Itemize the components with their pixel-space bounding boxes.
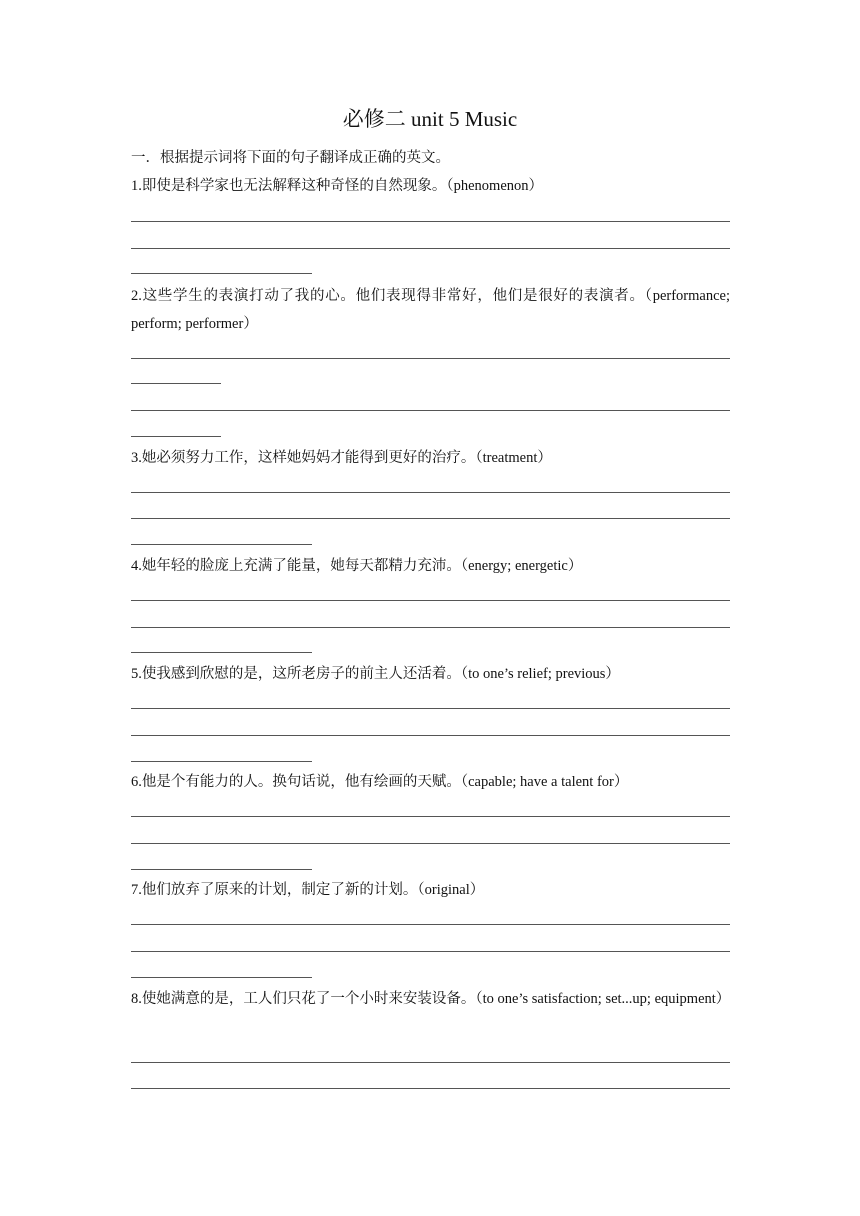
answer-line[interactable] (131, 708, 730, 709)
answer-line[interactable] (131, 518, 730, 519)
answer-line[interactable] (131, 816, 730, 817)
answer-line[interactable] (131, 544, 312, 545)
question-4: 4.她年轻的脸庞上充满了能量，她每天都精力充沛。（energy; energetic） (131, 558, 583, 574)
answer-line[interactable] (131, 248, 730, 249)
question-7: 7.他们放弃了原来的计划，制定了新的计划。（original） (131, 882, 485, 898)
answer-line[interactable] (131, 924, 730, 925)
question-5: 5.使我感到欣慰的是，这所老房子的前主人还活着。（to one’s relief; previous） (131, 666, 620, 682)
answer-line[interactable] (131, 977, 312, 978)
question-2: 2.这些学生的表演打动了我的心。他们表现得非常好，他们是很好的表演者。（performance; perform; performer） (131, 288, 730, 332)
answer-line[interactable] (131, 1062, 730, 1063)
question-6: 6.他是个有能力的人。换句话说，他有绘画的天赋。（capable; have a talent for） (131, 774, 629, 790)
question-3: 3.她必须努力工作，这样她妈妈才能得到更好的治疗。（treatment） (131, 450, 552, 466)
answer-line[interactable] (131, 761, 312, 762)
answer-line[interactable] (131, 652, 312, 653)
answer-line[interactable] (131, 600, 730, 601)
page-title: 必修二 unit 5 Music (342, 107, 518, 131)
answer-line[interactable] (131, 436, 221, 437)
answer-line[interactable] (131, 843, 730, 844)
answer-line[interactable] (131, 1088, 730, 1089)
answer-line[interactable] (131, 383, 221, 384)
question-8: 8.使她满意的是，工人们只花了一个小时来安装设备。（to one’s satisfaction; set...up; equipment） (131, 991, 731, 1007)
section-heading: 一．根据提示词将下面的句子翻译成正确的英文。 (131, 150, 450, 166)
answer-line[interactable] (131, 410, 730, 411)
answer-line[interactable] (131, 273, 312, 274)
answer-line[interactable] (131, 735, 730, 736)
answer-line[interactable] (131, 627, 730, 628)
answer-line[interactable] (131, 869, 312, 870)
answer-line[interactable] (131, 492, 730, 493)
answer-line[interactable] (131, 358, 730, 359)
answer-line[interactable] (131, 221, 730, 222)
question-1: 1.即使是科学家也无法解释这种奇怪的自然现象。（phenomenon） (131, 178, 544, 194)
answer-line[interactable] (131, 951, 730, 952)
